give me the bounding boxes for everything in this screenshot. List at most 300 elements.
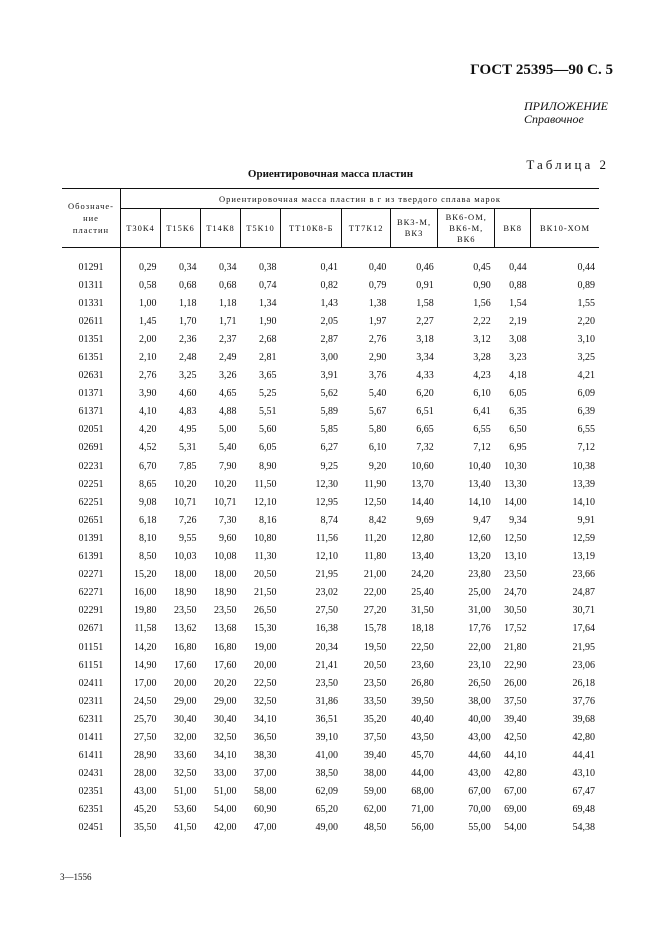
mass-cell: 1,43 bbox=[320, 297, 338, 309]
mass-cell: 38,00 bbox=[468, 695, 491, 707]
mass-cell: 43,00 bbox=[468, 731, 491, 743]
mass-cell: 39,40 bbox=[363, 750, 387, 762]
mass-cell: 24,87 bbox=[572, 587, 595, 599]
mass-cell: 28,00 bbox=[134, 768, 157, 780]
column-header: ВК6-ОМ, ВК6-М, ВК6 bbox=[438, 209, 495, 248]
mass-cell: 30,40 bbox=[174, 713, 197, 725]
mass-cell: 32,50 bbox=[254, 695, 277, 707]
table-row bbox=[62, 783, 599, 801]
appendix-block bbox=[524, 100, 608, 126]
plate-designation-cell: 01291 bbox=[62, 248, 121, 277]
table-row bbox=[62, 656, 599, 674]
table-row bbox=[62, 439, 599, 457]
mass-cell: 4,65 bbox=[219, 388, 237, 400]
mass-cell: 13,19 bbox=[572, 551, 595, 563]
mass-cell: 24,50 bbox=[134, 695, 157, 707]
mass-cell: 2,10 bbox=[139, 352, 157, 364]
mass-cell: 40,00 bbox=[468, 713, 491, 725]
mass-cell: 22,50 bbox=[254, 677, 277, 689]
mass-cell: 6,18 bbox=[139, 514, 157, 526]
mass-cell: 12,95 bbox=[315, 496, 338, 508]
mass-cell: 3,28 bbox=[473, 352, 491, 364]
mass-cell: 10,03 bbox=[174, 551, 197, 563]
mass-cell: 2,81 bbox=[259, 352, 277, 364]
mass-cell: 2,76 bbox=[139, 370, 157, 382]
plate-designation-cell: 62251 bbox=[62, 493, 121, 511]
mass-cell: 69,48 bbox=[572, 804, 595, 816]
mass-cell: 42,80 bbox=[504, 768, 527, 780]
mass-cell: 26,50 bbox=[254, 605, 277, 617]
mass-cell: 42,00 bbox=[214, 822, 237, 834]
mass-cell: 33,60 bbox=[174, 750, 197, 762]
mass-cell: 39,40 bbox=[504, 713, 527, 725]
mass-cell: 18,18 bbox=[411, 623, 434, 635]
mass-cell: 0,44 bbox=[509, 261, 527, 273]
mass-cell: 30,71 bbox=[572, 605, 595, 617]
plate-designation-cell: 01351 bbox=[62, 330, 121, 348]
mass-cell: 8,10 bbox=[139, 532, 157, 544]
mass-cell: 7,30 bbox=[219, 514, 237, 526]
mass-cell: 21,80 bbox=[504, 641, 527, 653]
mass-cell: 13,39 bbox=[572, 478, 595, 490]
mass-cell: 43,50 bbox=[411, 731, 434, 743]
mass-cell: 32,00 bbox=[174, 731, 197, 743]
mass-cell: 51,00 bbox=[214, 786, 237, 798]
mass-cell: 2,48 bbox=[179, 352, 197, 364]
mass-cell: 69,00 bbox=[504, 804, 527, 816]
table-row bbox=[62, 765, 599, 783]
group-header: Ориентировочная масса пластин в г из твердого сплава марок bbox=[121, 189, 600, 209]
mass-cell: 3,23 bbox=[509, 352, 527, 364]
mass-cell: 12,59 bbox=[572, 532, 595, 544]
column-header: ТТ7К12 bbox=[342, 209, 390, 248]
mass-cell: 23,60 bbox=[411, 659, 434, 671]
mass-cell: 16,80 bbox=[174, 641, 197, 653]
mass-cell: 35,20 bbox=[363, 713, 387, 725]
table-row bbox=[62, 294, 599, 312]
table-row bbox=[62, 475, 599, 493]
mass-cell: 10,20 bbox=[214, 478, 237, 490]
mass-cell: 16,00 bbox=[134, 587, 157, 599]
mass-cell: 4,18 bbox=[509, 370, 527, 382]
mass-cell: 3,76 bbox=[368, 370, 387, 382]
mass-cell: 5,40 bbox=[368, 388, 387, 400]
mass-cell: 18,90 bbox=[174, 587, 197, 599]
table-row bbox=[62, 692, 599, 710]
mass-cell: 23,10 bbox=[468, 659, 491, 671]
mass-cell: 70,00 bbox=[468, 804, 491, 816]
mass-cell: 0,89 bbox=[577, 279, 595, 291]
table-body bbox=[62, 248, 599, 838]
table-row bbox=[62, 638, 599, 656]
mass-cell: 14,90 bbox=[134, 659, 157, 671]
mass-cell: 6,10 bbox=[368, 442, 387, 454]
mass-cell: 1,54 bbox=[509, 297, 527, 309]
mass-cell: 68,00 bbox=[411, 786, 434, 798]
mass-cell: 2,68 bbox=[259, 333, 277, 345]
mass-cell: 38,30 bbox=[254, 750, 277, 762]
mass-cell: 13,70 bbox=[411, 478, 434, 490]
mass-cell: 10,40 bbox=[468, 460, 491, 472]
mass-cell: 12,60 bbox=[468, 532, 491, 544]
mass-cell: 6,05 bbox=[259, 442, 277, 454]
mass-cell: 11,56 bbox=[315, 532, 338, 544]
mass-cell: 30,40 bbox=[214, 713, 237, 725]
mass-cell: 6,41 bbox=[473, 406, 491, 418]
table-title: Ориентировочная масса пластин bbox=[247, 168, 414, 180]
mass-cell: 65,20 bbox=[315, 804, 338, 816]
plate-designation-cell: 61411 bbox=[62, 747, 121, 765]
mass-cell: 9,25 bbox=[320, 460, 338, 472]
plate-designation-cell: 02311 bbox=[62, 692, 121, 710]
mass-cell: 67,47 bbox=[572, 786, 595, 798]
mass-cell: 11,20 bbox=[364, 532, 387, 544]
mass-cell: 23,06 bbox=[572, 659, 595, 671]
document-code: ГОСТ 25395—90 С. 5 bbox=[470, 62, 613, 78]
mass-cell: 9,08 bbox=[139, 496, 157, 508]
table-row bbox=[62, 584, 599, 602]
mass-cell: 3,90 bbox=[139, 388, 157, 400]
table-row bbox=[62, 276, 599, 294]
mass-cell: 2,36 bbox=[179, 333, 197, 345]
mass-cell: 1,90 bbox=[259, 315, 277, 327]
mass-cell: 13,40 bbox=[411, 551, 434, 563]
mass-cell: 53,60 bbox=[174, 804, 197, 816]
plate-designation-cell: 61151 bbox=[62, 656, 121, 674]
plate-designation-cell: 62311 bbox=[62, 710, 121, 728]
mass-cell: 1,38 bbox=[368, 297, 387, 309]
mass-cell: 39,10 bbox=[315, 731, 338, 743]
mass-cell: 11,50 bbox=[254, 478, 277, 490]
mass-cell: 1,55 bbox=[577, 297, 595, 309]
mass-cell: 22,00 bbox=[468, 641, 491, 653]
mass-cell: 34,10 bbox=[254, 713, 277, 725]
mass-cell: 23,50 bbox=[315, 677, 338, 689]
table-row bbox=[62, 674, 599, 692]
mass-cell: 42,50 bbox=[504, 731, 527, 743]
mass-cell: 4,21 bbox=[577, 370, 595, 382]
mass-cell: 5,31 bbox=[179, 442, 197, 454]
mass-cell: 51,00 bbox=[174, 786, 197, 798]
mass-cell: 0,44 bbox=[577, 261, 595, 273]
mass-cell: 26,50 bbox=[468, 677, 491, 689]
mass-cell: 27,20 bbox=[363, 605, 387, 617]
table-row bbox=[62, 330, 599, 348]
mass-cell: 62,09 bbox=[315, 786, 338, 798]
mass-cell: 29,00 bbox=[174, 695, 197, 707]
plate-designation-cell: 02051 bbox=[62, 421, 121, 439]
mass-cell: 3,34 bbox=[416, 352, 434, 364]
mass-cell: 9,55 bbox=[179, 532, 197, 544]
mass-cell: 31,00 bbox=[468, 605, 491, 617]
mass-cell: 6,35 bbox=[509, 406, 527, 418]
mass-cell: 54,00 bbox=[504, 822, 527, 834]
mass-cell: 0,45 bbox=[473, 261, 491, 273]
mass-cell: 4,10 bbox=[139, 406, 157, 418]
mass-cell: 60,90 bbox=[254, 804, 277, 816]
mass-cell: 10,38 bbox=[572, 460, 595, 472]
mass-cell: 21,95 bbox=[572, 641, 595, 653]
mass-cell: 0,38 bbox=[259, 261, 277, 273]
mass-cell: 11,80 bbox=[364, 551, 387, 563]
mass-cell: 33,00 bbox=[214, 768, 237, 780]
mass-cell: 5,67 bbox=[368, 406, 387, 418]
stub-header: Обозначе- ние пластин bbox=[62, 189, 121, 248]
mass-cell: 18,90 bbox=[214, 587, 237, 599]
mass-cell: 20,00 bbox=[254, 659, 277, 671]
mass-cell: 10,80 bbox=[254, 532, 277, 544]
mass-cell: 13,10 bbox=[504, 551, 527, 563]
mass-cell: 0,79 bbox=[368, 279, 387, 291]
mass-cell: 6,95 bbox=[509, 442, 527, 454]
mass-cell: 32,50 bbox=[174, 768, 197, 780]
mass-cell: 71,00 bbox=[411, 804, 434, 816]
mass-cell: 34,10 bbox=[214, 750, 237, 762]
mass-cell: 3,25 bbox=[577, 352, 595, 364]
table-row bbox=[62, 819, 599, 837]
mass-cell: 4,23 bbox=[473, 370, 491, 382]
mass-cell: 8,50 bbox=[139, 551, 157, 563]
mass-cell: 23,50 bbox=[214, 605, 237, 617]
mass-cell: 33,50 bbox=[363, 695, 387, 707]
mass-cell: 6,09 bbox=[577, 388, 595, 400]
plate-designation-cell: 02451 bbox=[62, 819, 121, 837]
mass-cell: 44,60 bbox=[468, 750, 491, 762]
mass-cell: 21,95 bbox=[315, 569, 338, 581]
mass-cell: 25,70 bbox=[134, 713, 157, 725]
plate-designation-cell: 01151 bbox=[62, 638, 121, 656]
plate-designation-cell: 01411 bbox=[62, 728, 121, 746]
mass-cell: 1,58 bbox=[416, 297, 434, 309]
plate-designation-cell: 02431 bbox=[62, 765, 121, 783]
mass-cell: 1,97 bbox=[368, 315, 387, 327]
mass-cell: 2,76 bbox=[368, 333, 387, 345]
mass-cell: 67,00 bbox=[504, 786, 527, 798]
mass-cell: 17,64 bbox=[572, 623, 595, 635]
footer-note: 3—1556 bbox=[60, 872, 92, 882]
mass-cell: 0,58 bbox=[139, 279, 157, 291]
plate-designation-cell: 01331 bbox=[62, 294, 121, 312]
mass-cell: 7,90 bbox=[219, 460, 237, 472]
table-row bbox=[62, 511, 599, 529]
mass-cell: 3,25 bbox=[179, 370, 197, 382]
mass-cell: 6,05 bbox=[509, 388, 527, 400]
column-header: Т14К8 bbox=[201, 209, 241, 248]
plate-designation-cell: 02651 bbox=[62, 511, 121, 529]
mass-cell: 4,52 bbox=[139, 442, 157, 454]
plate-designation-cell: 02631 bbox=[62, 367, 121, 385]
mass-cell: 17,00 bbox=[134, 677, 157, 689]
table-row bbox=[62, 421, 599, 439]
mass-cell: 6,65 bbox=[416, 424, 434, 436]
mass-cell: 56,00 bbox=[411, 822, 434, 834]
mass-cell: 43,00 bbox=[468, 768, 491, 780]
mass-cell: 20,50 bbox=[254, 569, 277, 581]
plate-designation-cell: 01311 bbox=[62, 276, 121, 294]
mass-cell: 6,39 bbox=[577, 406, 595, 418]
mass-cell: 27,50 bbox=[134, 731, 157, 743]
mass-cell: 15,30 bbox=[254, 623, 277, 635]
mass-cell: 1,45 bbox=[139, 315, 157, 327]
mass-cell: 12,30 bbox=[315, 478, 338, 490]
table-row bbox=[62, 457, 599, 475]
mass-cell: 7,12 bbox=[473, 442, 491, 454]
mass-cell: 13,62 bbox=[174, 623, 197, 635]
mass-cell: 15,78 bbox=[363, 623, 387, 635]
mass-cell: 15,20 bbox=[134, 569, 157, 581]
mass-cell: 0,88 bbox=[509, 279, 527, 291]
mass-cell: 6,20 bbox=[416, 388, 434, 400]
mass-cell: 14,10 bbox=[572, 496, 595, 508]
mass-cell: 31,50 bbox=[411, 605, 434, 617]
table-row bbox=[62, 248, 599, 277]
mass-cell: 14,40 bbox=[411, 496, 434, 508]
mass-cell: 7,12 bbox=[577, 442, 595, 454]
mass-cell: 36,51 bbox=[315, 713, 338, 725]
mass-cell: 0,68 bbox=[179, 279, 197, 291]
mass-cell: 10,08 bbox=[214, 551, 237, 563]
mass-cell: 6,55 bbox=[473, 424, 491, 436]
plate-designation-cell: 02351 bbox=[62, 783, 121, 801]
mass-cell: 59,00 bbox=[363, 786, 387, 798]
mass-cell: 17,52 bbox=[504, 623, 527, 635]
mass-cell: 3,12 bbox=[473, 333, 491, 345]
mass-cell: 2,27 bbox=[416, 315, 434, 327]
mass-cell: 0,68 bbox=[219, 279, 237, 291]
mass-cell: 6,27 bbox=[320, 442, 338, 454]
mass-cell: 19,50 bbox=[363, 641, 387, 653]
column-header: Т30К4 bbox=[121, 209, 161, 248]
mass-cell: 12,10 bbox=[254, 496, 277, 508]
mass-cell: 28,90 bbox=[134, 750, 157, 762]
mass-cell: 62,00 bbox=[363, 804, 387, 816]
mass-cell: 1,18 bbox=[219, 297, 237, 309]
table-row bbox=[62, 312, 599, 330]
mass-cell: 14,20 bbox=[134, 641, 157, 653]
column-header: Т15К6 bbox=[161, 209, 201, 248]
mass-cell: 17,60 bbox=[214, 659, 237, 671]
plate-designation-cell: 02611 bbox=[62, 312, 121, 330]
mass-cell: 11,90 bbox=[364, 478, 387, 490]
plate-designation-cell: 61391 bbox=[62, 548, 121, 566]
mass-cell: 37,00 bbox=[254, 768, 277, 780]
mass-cell: 4,95 bbox=[179, 424, 197, 436]
mass-cell: 2,22 bbox=[473, 315, 491, 327]
plate-designation-cell: 62351 bbox=[62, 801, 121, 819]
mass-cell: 48,50 bbox=[363, 822, 387, 834]
table-row bbox=[62, 602, 599, 620]
mass-cell: 0,74 bbox=[259, 279, 277, 291]
plate-designation-cell: 02251 bbox=[62, 475, 121, 493]
mass-cell: 2,19 bbox=[509, 315, 527, 327]
mass-cell: 41,50 bbox=[174, 822, 197, 834]
mass-cell: 10,20 bbox=[174, 478, 197, 490]
mass-cell: 6,55 bbox=[577, 424, 595, 436]
table-row bbox=[62, 801, 599, 819]
mass-cell: 13,20 bbox=[468, 551, 491, 563]
plate-designation-cell: 02231 bbox=[62, 457, 121, 475]
mass-cell: 27,50 bbox=[315, 605, 338, 617]
mass-cell: 4,33 bbox=[416, 370, 434, 382]
mass-cell: 1,56 bbox=[473, 297, 491, 309]
mass-cell: 58,00 bbox=[254, 786, 277, 798]
mass-cell: 44,41 bbox=[572, 750, 595, 762]
mass-cell: 23,66 bbox=[572, 569, 595, 581]
mass-cell: 0,91 bbox=[416, 279, 434, 291]
mass-cell: 0,82 bbox=[320, 279, 338, 291]
column-header: ТТ10К8-Б bbox=[281, 209, 342, 248]
mass-cell: 4,60 bbox=[179, 388, 197, 400]
mass-cell: 19,00 bbox=[254, 641, 277, 653]
mass-cell: 54,38 bbox=[572, 822, 595, 834]
mass-cell: 25,00 bbox=[468, 587, 491, 599]
mass-cell: 2,00 bbox=[139, 333, 157, 345]
table-number: Таблица 2 bbox=[526, 157, 609, 172]
mass-cell: 6,51 bbox=[416, 406, 434, 418]
mass-cell: 24,20 bbox=[411, 569, 434, 581]
mass-cell: 1,18 bbox=[179, 297, 197, 309]
mass-cell: 24,70 bbox=[504, 587, 527, 599]
mass-cell: 12,80 bbox=[411, 532, 434, 544]
mass-cell: 9,47 bbox=[473, 514, 491, 526]
table-row bbox=[62, 710, 599, 728]
table-row bbox=[62, 548, 599, 566]
plate-designation-cell: 02671 bbox=[62, 620, 121, 638]
plate-designation-cell: 62271 bbox=[62, 584, 121, 602]
table-header-row bbox=[62, 189, 599, 209]
mass-cell: 23,50 bbox=[504, 569, 527, 581]
mass-cell: 18,00 bbox=[174, 569, 197, 581]
mass-cell: 39,68 bbox=[572, 713, 595, 725]
mass-cell: 44,00 bbox=[411, 768, 434, 780]
mass-cell: 23,50 bbox=[363, 677, 387, 689]
mass-cell: 55,00 bbox=[468, 822, 491, 834]
mass-cell: 8,65 bbox=[139, 478, 157, 490]
table-row bbox=[62, 367, 599, 385]
mass-cell: 54,00 bbox=[214, 804, 237, 816]
mass-cell: 4,20 bbox=[139, 424, 157, 436]
mass-cell: 13,40 bbox=[468, 478, 491, 490]
mass-cell: 2,49 bbox=[219, 352, 237, 364]
mass-cell: 13,30 bbox=[504, 478, 527, 490]
mass-cell: 43,10 bbox=[572, 768, 595, 780]
mass-cell: 12,10 bbox=[315, 551, 338, 563]
mass-cell: 9,69 bbox=[416, 514, 434, 526]
mass-cell: 22,00 bbox=[363, 587, 387, 599]
plate-designation-cell: 02411 bbox=[62, 674, 121, 692]
mass-cell: 17,60 bbox=[174, 659, 197, 671]
mass-cell: 9,91 bbox=[577, 514, 595, 526]
table-row bbox=[62, 493, 599, 511]
mass-cell: 0,46 bbox=[416, 261, 434, 273]
table-row bbox=[62, 403, 599, 421]
mass-cell: 1,00 bbox=[139, 297, 157, 309]
plate-designation-cell: 61351 bbox=[62, 348, 121, 366]
mass-cell: 23,80 bbox=[468, 569, 491, 581]
mass-cell: 47,00 bbox=[254, 822, 277, 834]
mass-cell: 14,10 bbox=[468, 496, 491, 508]
mass-cell: 10,60 bbox=[411, 460, 434, 472]
plate-designation-cell: 02271 bbox=[62, 566, 121, 584]
mass-cell: 2,90 bbox=[368, 352, 387, 364]
mass-cell: 2,37 bbox=[219, 333, 237, 345]
mass-cell: 49,00 bbox=[315, 822, 338, 834]
mass-cell: 26,00 bbox=[504, 677, 527, 689]
mass-cell: 30,50 bbox=[504, 605, 527, 617]
mass-cell: 2,20 bbox=[577, 315, 595, 327]
mass-cell: 17,76 bbox=[468, 623, 491, 635]
mass-cell: 26,80 bbox=[411, 677, 434, 689]
